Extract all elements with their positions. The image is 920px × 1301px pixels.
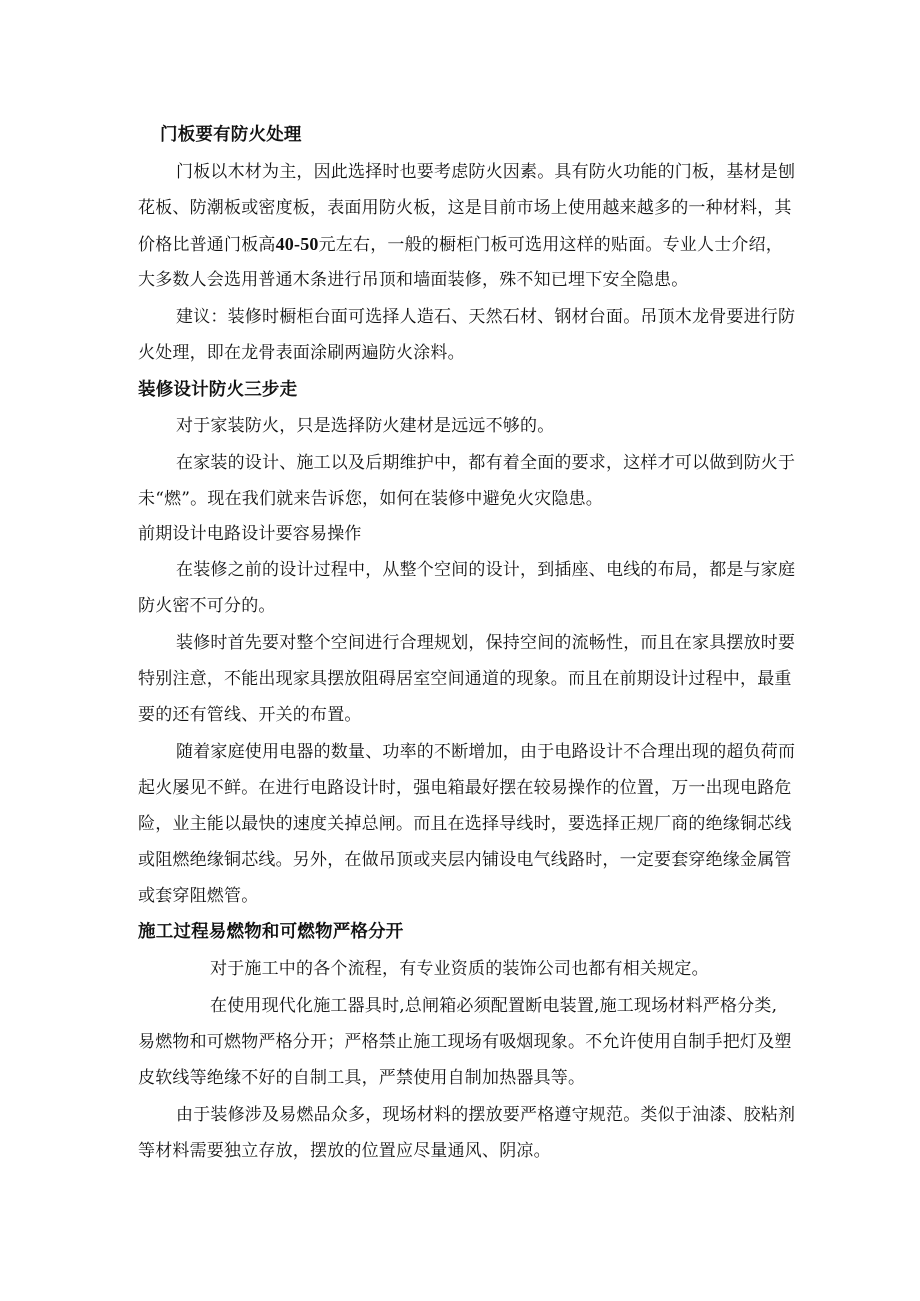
paragraph-line: 或阻燃绝缘铜芯线。另外，在做吊顶或夹层内铺设电气线路时，一定要套穿绝缘金属管 [138, 850, 792, 870]
paragraph-line: 在家装的设计、施工以及后期维护中，都有着全面的要求，这样才可以做到防火于 [176, 453, 796, 473]
paragraph-line: 险，业主能以最快的速度关掉总闸。而且在选择导线时，要选择正规厂商的绝缘铜芯线 [138, 814, 792, 834]
section-title-door-panel: 门板要有防火处理 [160, 125, 302, 145]
paragraph-line: 在装修之前的设计过程中，从整个空间的设计，到插座、电线的布局，都是与家庭 [176, 560, 796, 580]
paragraph-line: 或套穿阻燃管。 [138, 886, 259, 906]
paragraph-line: 未“燃”。现在我们就来告诉您，如何在装修中避免火灾隐患。 [138, 489, 603, 509]
section-title-circuit: 前期设计电路设计要容易操作 [138, 524, 362, 544]
paragraph-line: 对于施工中的各个流程，有专业资质的装饰公司也都有相关规定。 [210, 959, 709, 979]
paragraph-line: 门板以木材为主，因此选择时也要考虑防火因素。具有防火功能的门板，基材是刨 [176, 162, 796, 182]
paragraph-line: 皮软线等绝缘不好的自制工具，严禁使用自制加热器具等。 [138, 1068, 586, 1088]
paragraph-line: 等材料需要独立存放，摆放的位置应尽量通风、阴凉。 [138, 1141, 551, 1161]
section-title-design-steps: 装修设计防火三步走 [138, 380, 298, 400]
text-segment: 价格比普通门板高 [138, 235, 276, 255]
paragraph-line-with-number [138, 232, 783, 257]
paragraph-line: 建议：装修时橱柜台面可选择人造石、天然石材、钢材台面。吊顶木龙骨要进行防 [176, 307, 796, 327]
paragraph-line: 大多数人会选用普通木条进行吊顶和墙面装修，殊不知已埋下安全隐患。 [138, 270, 689, 290]
paragraph-line: 装修时首先要对整个空间进行合理规划，保持空间的流畅性，而且在家具摆放时要 [176, 633, 796, 653]
paragraph-line: 由于装修涉及易燃品众多，现场材料的摆放要严格遵守规范。类似于油漆、胶粘剂 [176, 1105, 796, 1125]
paragraph-line: 要的还有管线、开关的布置。 [138, 705, 362, 725]
section-title-construction: 施工过程易燃物和可燃物严格分开 [138, 922, 404, 942]
paragraph-line: 起火屡见不鲜。在进行电路设计时，强电箱最好摆在较易操作的位置，万一出现电路危 [138, 778, 792, 798]
price-range-number: 40-50 [275, 234, 319, 254]
paragraph-line: 火处理，即在龙骨表面涂刷两遍防火涂料。 [138, 343, 465, 363]
paragraph-line: 随着家庭使用电器的数量、功率的不断增加，由于电路设计不合理出现的超负荷而 [176, 742, 796, 762]
paragraph-line: 易燃物和可燃物严格分开；严格禁止施工现场有吸烟现象。不允许使用自制手把灯及塑 [138, 1032, 792, 1052]
paragraph-line: 在使用现代化施工器具时,总闸箱必须配置断电装置,施工现场材料严格分类, [210, 996, 778, 1016]
paragraph-line: 特别注意，不能出现家具摆放阻碍居室空间通道的现象。而且在前期设计过程中，最重 [138, 669, 792, 689]
text-segment: 元左右，一般的橱柜门板可选用这样的贴面。专业人士介绍， [318, 235, 784, 255]
paragraph-line: 对于家装防火，只是选择防火建材是远远不够的。 [176, 416, 555, 436]
paragraph-line: 防火密不可分的。 [138, 596, 276, 616]
paragraph-line: 花板、防潮板或密度板，表面用防火板，这是目前市场上使用越来越多的一种材料，其 [138, 198, 792, 218]
